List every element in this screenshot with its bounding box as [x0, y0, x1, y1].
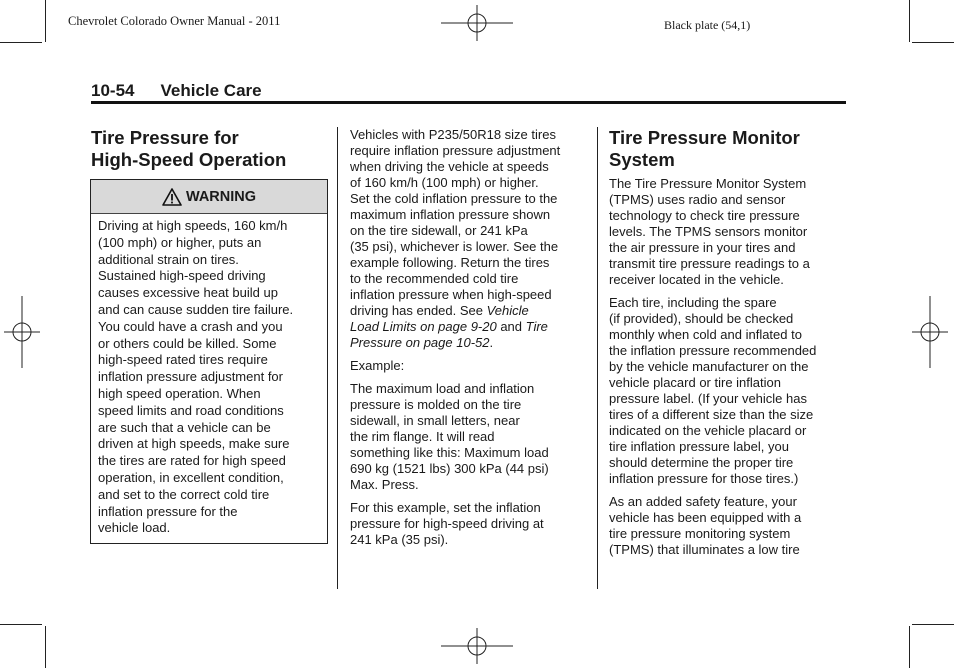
warning-text: Driving at high speeds, 160 km/h (100 mph) or higher, puts an additional strain on tires. Sustained high-speed driving causes excessive heat build up and can cause sudden tire failure. You could have a crash and you or others could be killed. Some high-speed rated tires require inflation pressure adjustment for high speed operation. When speed limits and road conditions are such that a vehicle can be driven at high speeds, make sure the tires are rated for high speed operation, in excellent condition, and set to the correct cold tire inflation pressure for the vehicle load.	[98, 218, 294, 536]
paragraph-monthly-check: Each tire, including the spare (if provided), should be checked monthly when cold and inflated to the inflation pressure recommended by the vehicle manufacturer on the vehicle placard or tire inflation pressure label. (If your vehicle has tires of a different size than the size indicated on the vehicle placard or tire inflation pressure label, you should determine the proper tire inflation pressure for those tires.)	[609, 295, 817, 486]
column-divider	[337, 127, 338, 589]
plate-label: Black plate (54,1)	[664, 18, 751, 32]
header-rule	[91, 101, 846, 104]
crop-mark	[912, 42, 954, 43]
right-column	[609, 176, 849, 565]
link-vehicle-load-limits[interactable]: Vehicle	[486, 303, 529, 318]
crop-mark	[0, 624, 42, 625]
section-title: Vehicle Care	[160, 81, 262, 100]
heading-tire-pressure-high-speed: Tire Pressure for High-Speed Operation	[91, 127, 287, 170]
page-number: 10-54	[91, 81, 135, 100]
registration-crosshair-icon	[4, 296, 40, 368]
registration-crosshair-icon	[441, 5, 513, 41]
example-label: Example:	[350, 358, 405, 373]
link-tire-pressure-page[interactable]: Pressure on page 10-52	[350, 335, 490, 350]
paragraph-safety-feature: As an added safety feature, your vehicle has been equipped with a tire pressure monitoring system (TPMS) that illuminates a low tire	[609, 494, 802, 557]
plate-manual-title: Chevrolet Colorado Owner Manual - 2011	[68, 14, 281, 28]
link-tire-pressure[interactable]: Tire	[525, 319, 548, 334]
registration-crosshair-icon	[912, 296, 948, 368]
paragraph-tpms-intro: The Tire Pressure Monitor System (TPMS) uses radio and sensor technology to check tire pressure levels. The TPMS sensors monitor the air pressure in your tires and transmit tire pressure readings to a receiver located in the vehicle.	[609, 176, 810, 287]
paragraph-example: The maximum load and inflation pressure is molded on the tire sidewall, in small letters, near the rim flange. It will read something like this: Maximum load 690 kg (1521 lbs) 300 kPa (44 psi) Max. Press.	[350, 381, 549, 492]
warning-triangle-icon	[162, 188, 182, 206]
middle-column	[350, 127, 590, 555]
crop-mark	[45, 626, 46, 668]
heading-tire-pressure-monitor-system: Tire Pressure Monitor System	[609, 127, 800, 170]
crop-mark	[909, 626, 910, 668]
registration-crosshair-icon	[441, 628, 513, 664]
column-divider	[597, 127, 598, 589]
crop-mark	[45, 0, 46, 42]
warning-box	[90, 179, 328, 544]
warning-label: WARNING	[185, 188, 257, 205]
warning-header	[91, 180, 327, 214]
paragraph-example-setting: For this example, set the inflation pressure for high-speed driving at 241 kPa (35 psi).	[350, 500, 544, 547]
running-header	[91, 81, 262, 101]
link-vehicle-load-limits-page[interactable]: Load Limits on page 9-20	[350, 319, 497, 334]
crop-mark	[912, 624, 954, 625]
crop-mark	[0, 42, 42, 43]
crop-mark	[909, 0, 910, 42]
paragraph-high-speed-adjustment: Vehicles with P235/50R18 size tires require inflation pressure adjustment when driving the vehicle at speeds of 160 km/h (100 mph) or higher. Set the cold inflation pressure to the maximum inflation pressure shown on the tire sidewall, or 241 kPa (35 psi), whichever is lower. See the example following. Return the tires to the recommended cold tire inflation pressure when high-speed driving has ended. See Vehicle Load Limits on page 9-20 and Tire Pressure on page 10-52.	[350, 127, 561, 350]
